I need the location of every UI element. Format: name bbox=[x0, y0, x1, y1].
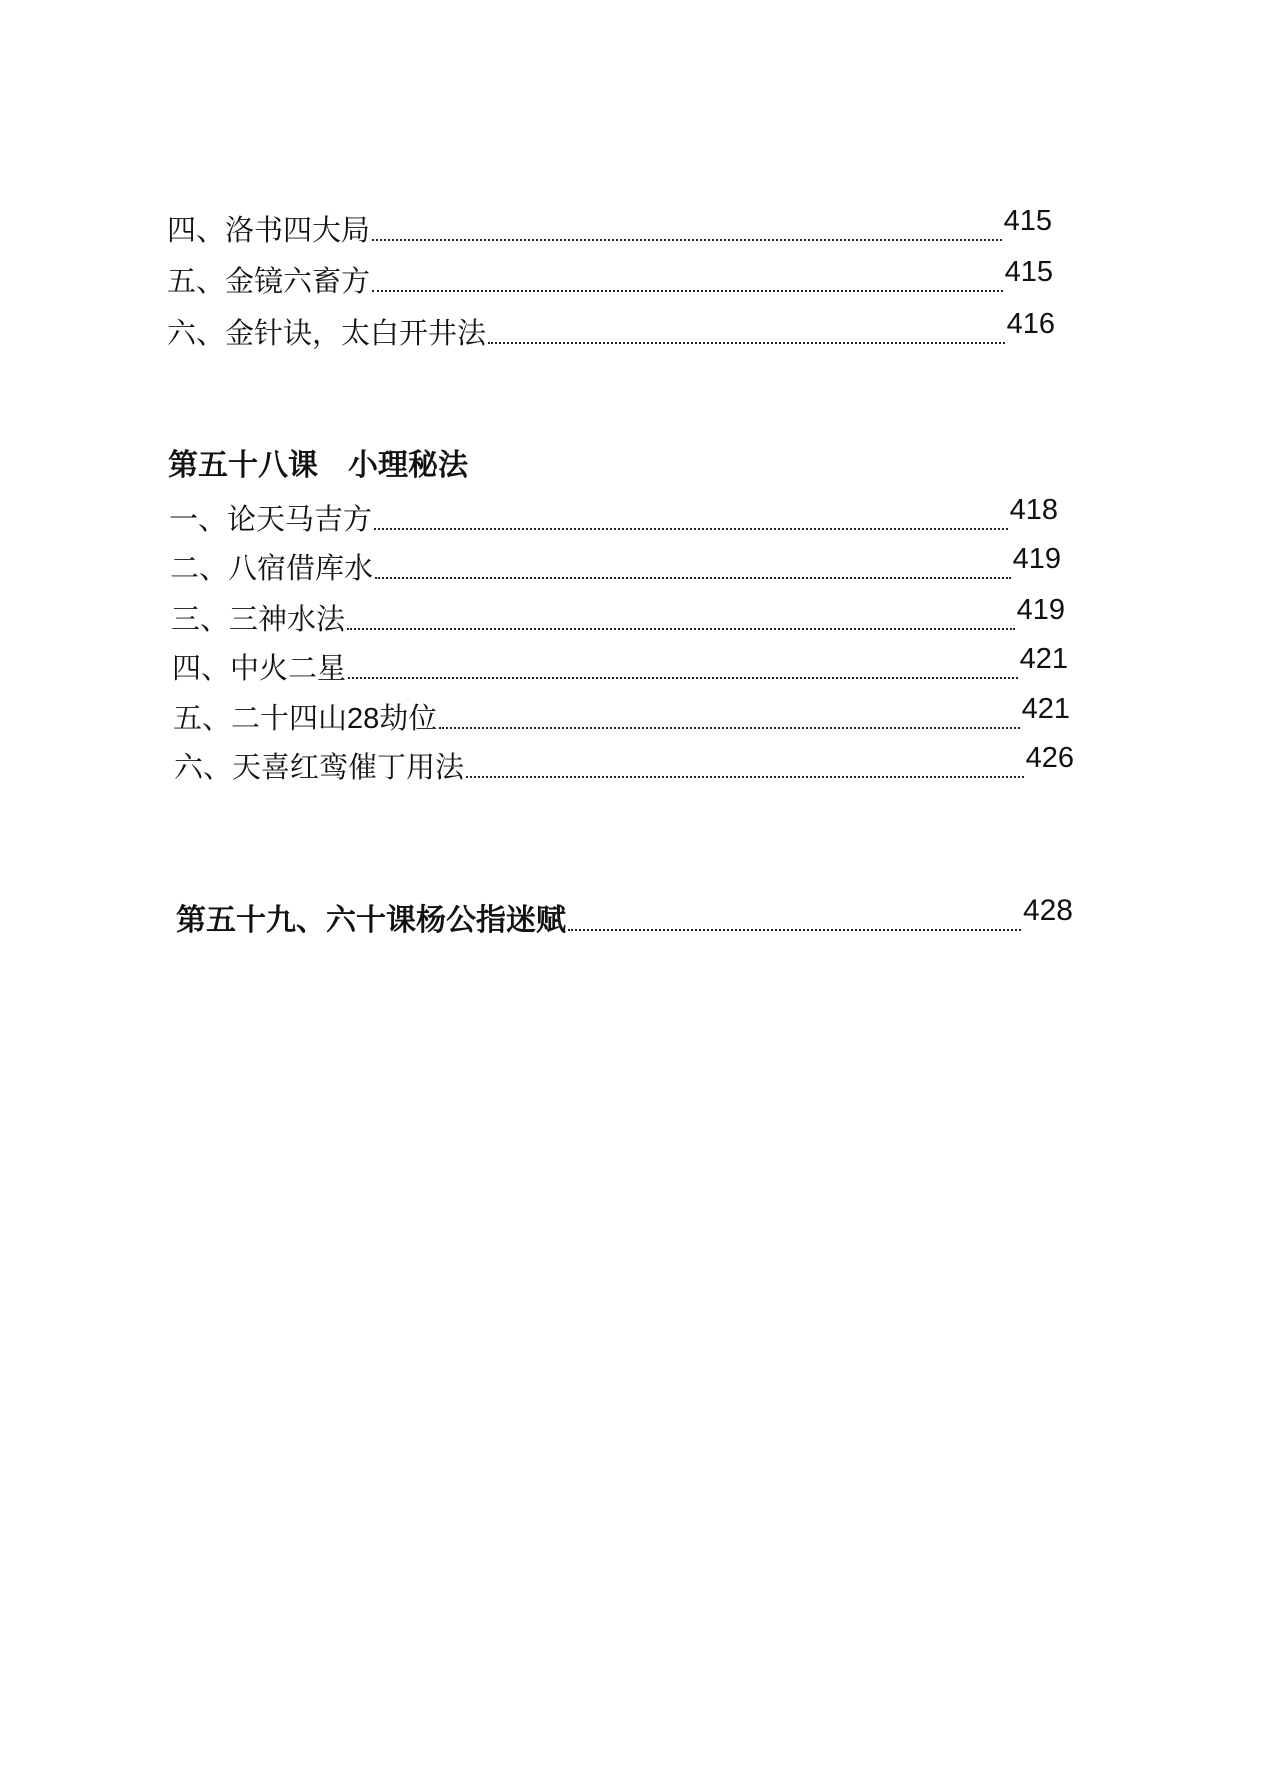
toc-entry-title: 四、中火二星 bbox=[172, 653, 347, 685]
toc-entry-page: 421 bbox=[1021, 693, 1070, 725]
toc-entry-page: 416 bbox=[1006, 308, 1055, 340]
dot-leader bbox=[372, 239, 1002, 241]
toc-entry bbox=[167, 309, 1055, 351]
toc-entry bbox=[167, 257, 1053, 299]
dot-leader bbox=[348, 677, 1018, 679]
toc-entry bbox=[171, 595, 1065, 637]
dot-leader bbox=[347, 628, 1015, 630]
toc-entry bbox=[173, 694, 1070, 736]
toc-entry-page: 415 bbox=[1003, 205, 1052, 237]
dot-leader bbox=[372, 290, 1003, 292]
lesson-heading: 第五十八课 小理秘法 bbox=[168, 449, 468, 482]
toc-entry bbox=[167, 206, 1052, 248]
toc-entry-title: 一、论天马吉方 bbox=[169, 504, 373, 536]
toc-entry-page: 418 bbox=[1009, 494, 1058, 526]
toc-entry bbox=[170, 544, 1061, 586]
toc-entry-page: 428 bbox=[1022, 894, 1073, 927]
toc-entry-page: 421 bbox=[1019, 643, 1068, 675]
toc-entry-page: 419 bbox=[1012, 543, 1061, 575]
dot-leader bbox=[568, 929, 1021, 931]
toc-entry-page: 419 bbox=[1016, 594, 1065, 626]
toc-entry-page: 426 bbox=[1025, 742, 1074, 774]
dot-leader bbox=[374, 528, 1008, 530]
dot-leader bbox=[488, 342, 1005, 344]
toc-entry-title: 二、八宿借库水 bbox=[170, 553, 374, 585]
dot-leader bbox=[439, 727, 1019, 729]
toc-entry-page: 415 bbox=[1004, 256, 1053, 288]
toc-entry-title: 五、金镜六畜方 bbox=[167, 266, 371, 298]
toc-entry bbox=[174, 743, 1074, 785]
toc-entry bbox=[172, 644, 1068, 686]
toc-lesson-entry bbox=[176, 896, 1073, 938]
dot-leader bbox=[466, 776, 1024, 778]
toc-entry bbox=[169, 495, 1058, 537]
toc-entry-title: 第五十九、六十课杨公指迷赋 bbox=[176, 904, 566, 937]
toc-entry-title: 六、天喜红鸾催丁用法 bbox=[174, 752, 465, 784]
toc-entry-title: 六、金针诀，太白开井法 bbox=[167, 318, 487, 350]
toc-entry-title: 三、三神水法 bbox=[171, 604, 346, 636]
toc-entry-title: 五、二十四山28劫位 bbox=[173, 703, 438, 735]
dot-leader bbox=[375, 577, 1011, 579]
toc-entry-title: 四、洛书四大局 bbox=[167, 215, 371, 247]
